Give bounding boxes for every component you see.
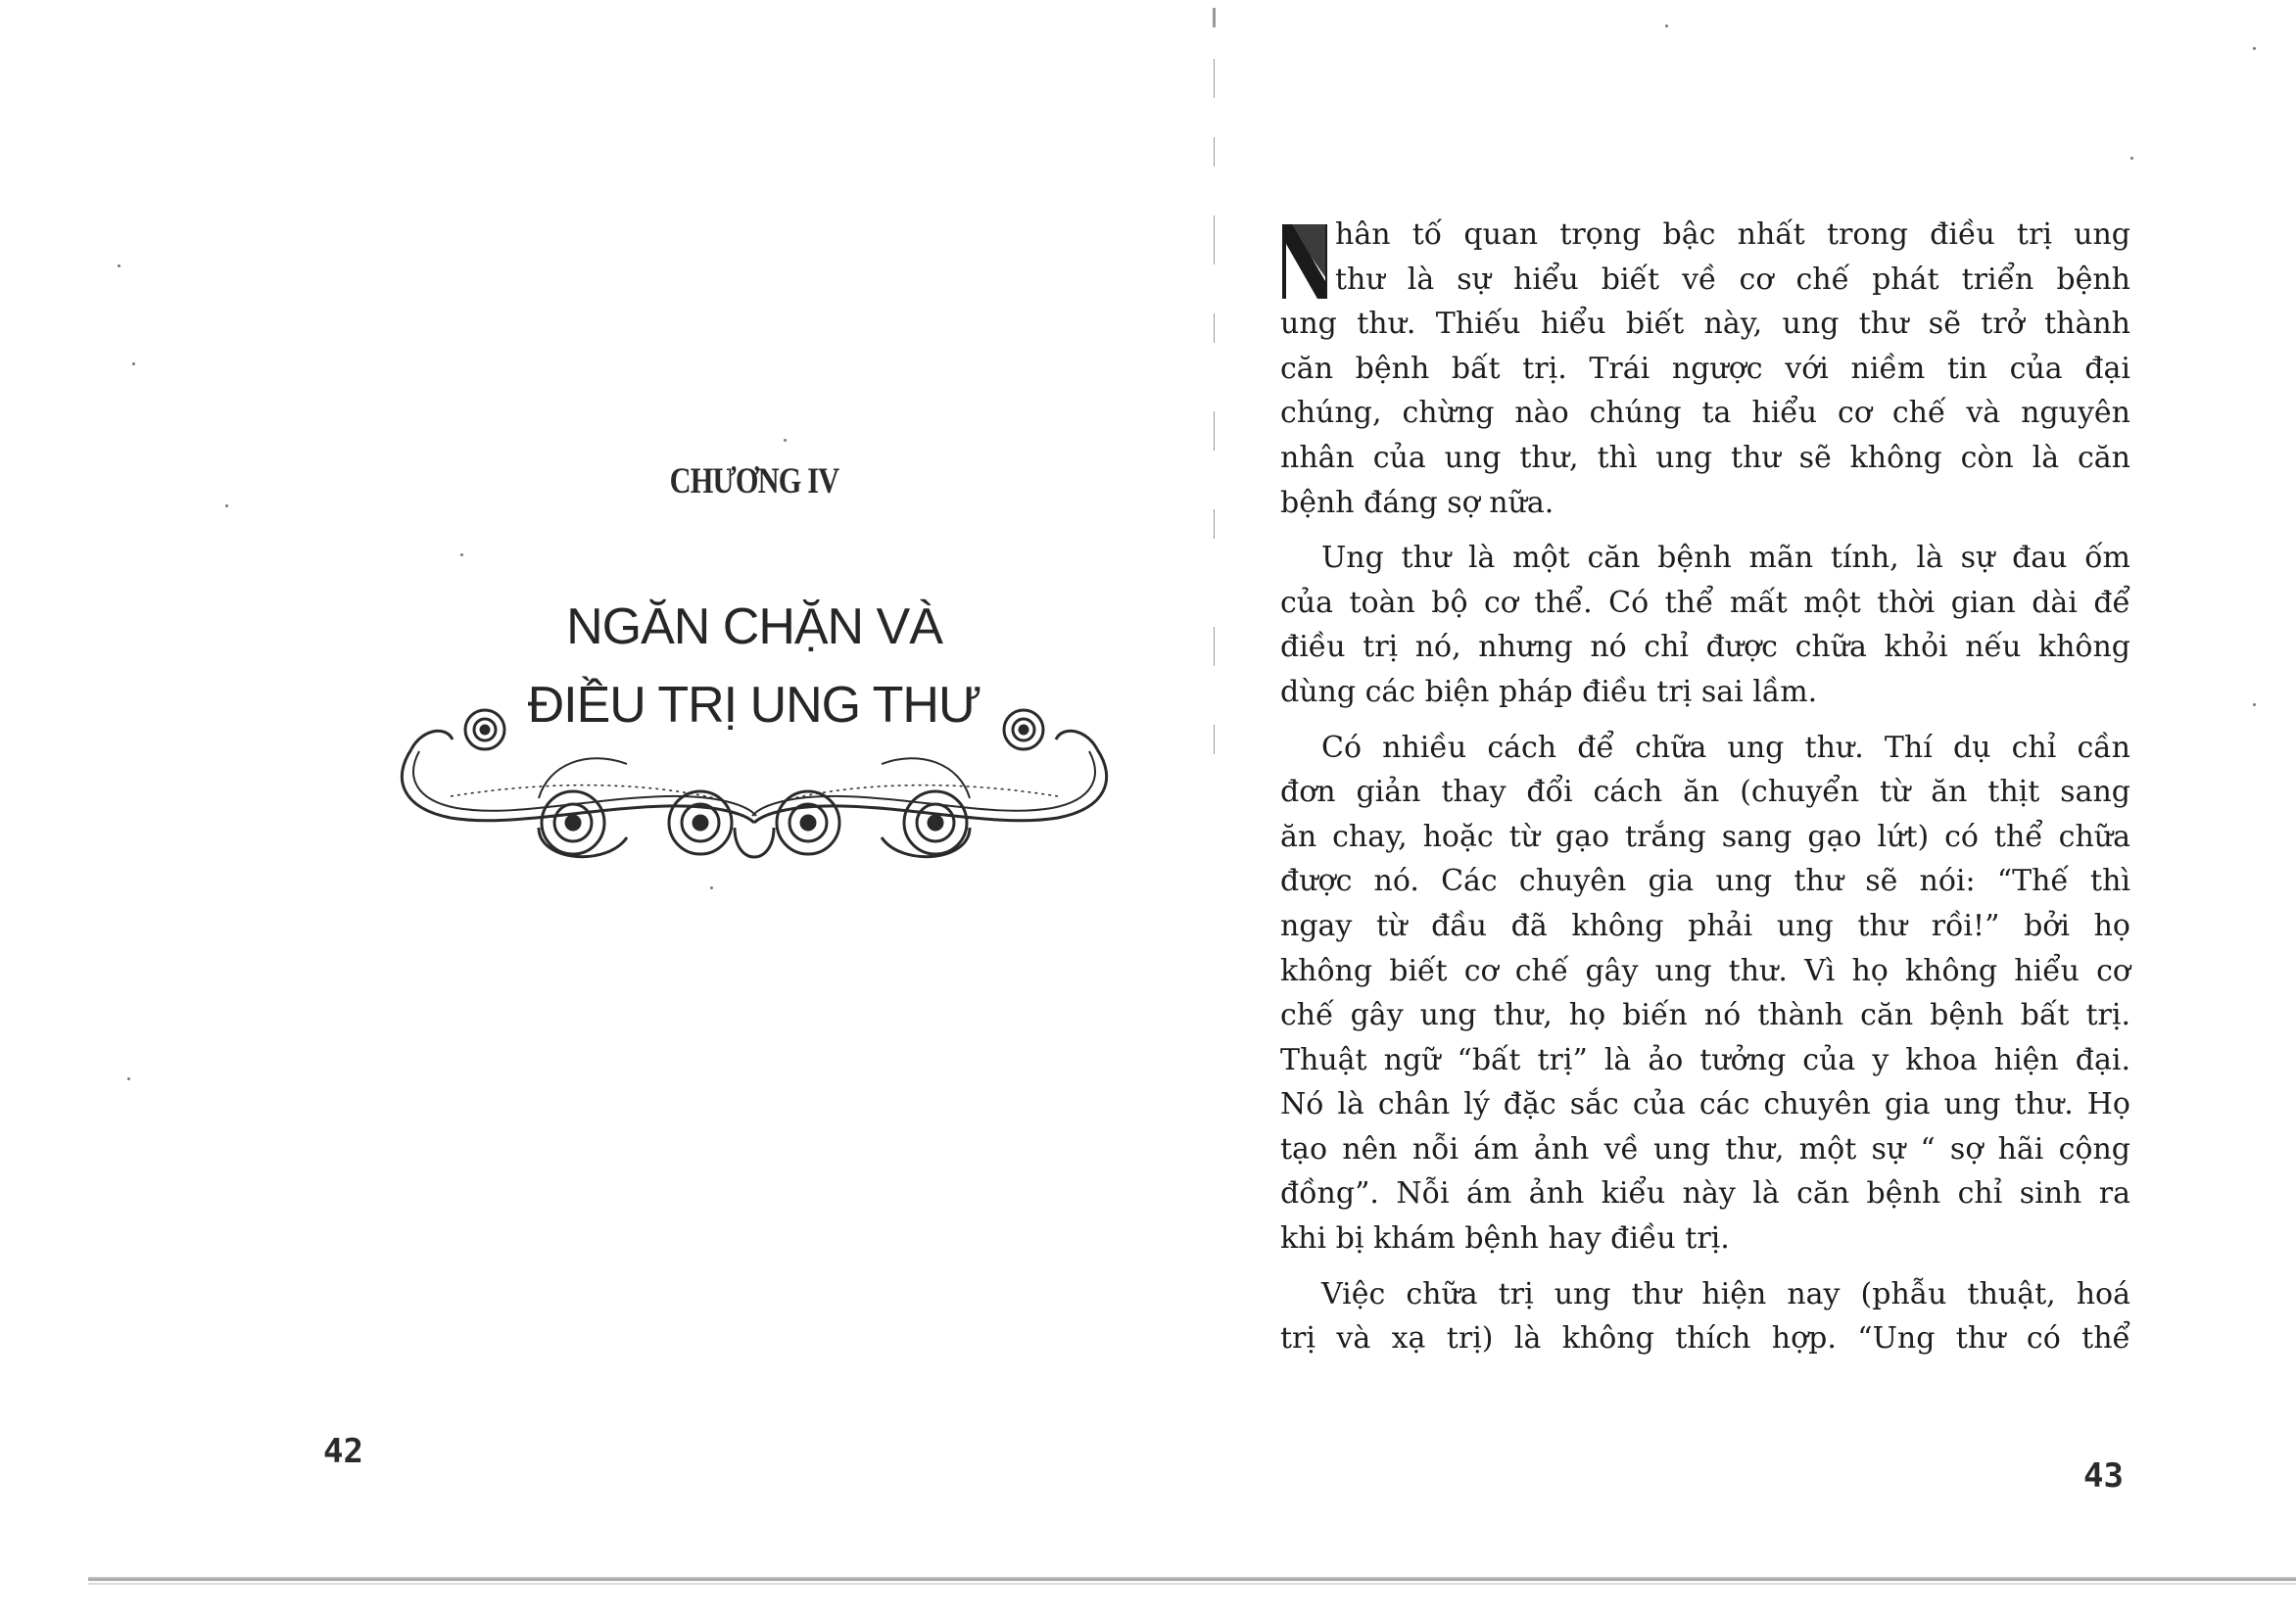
scan-speck <box>710 886 713 889</box>
right-page <box>1215 0 2296 1557</box>
text-line: chế gây ung thư, họ biến nó thành căn bệnh bất trị. <box>1280 998 2130 1033</box>
chapter-title-line-2: ĐIỀU TRỊ UNG THƯ <box>527 677 981 734</box>
text-line: dùng các biện pháp điều trị sai lầm. <box>1280 674 1818 709</box>
scan-bottom-edge-shadow <box>88 1583 2296 1585</box>
text-line: hân tố quan trọng bậc nhất trong điều trị ung <box>1335 217 2130 252</box>
text-line: của toàn bộ cơ thể. Có thể mất một thời gian dài để <box>1280 585 2130 620</box>
scan-speck <box>1665 24 1668 27</box>
scan-speck <box>225 504 228 507</box>
text-line: được nó. Các chuyên gia ung thư sẽ nói: “Thế thì <box>1280 864 2130 899</box>
text-line: chúng, chừng nào chúng ta hiểu cơ chế và nguyên <box>1280 396 2130 431</box>
text-line: Thuật ngữ “bất trị” là ảo tưởng của y khoa hiện đại. <box>1280 1042 2130 1077</box>
text-line: ung thư. Thiếu hiểu biết này, ung thư sẽ trở thành <box>1280 307 2130 342</box>
text-line: Việc chữa trị ung thư hiện nay (phẫu thuật, hoá <box>1321 1276 2130 1311</box>
scan-speck <box>2253 47 2256 50</box>
text-line: điều trị nó, nhưng nó chỉ được chữa khỏi nếu không <box>1280 630 2130 665</box>
text-line: nhân của ung thư, thì ung thư sẽ không còn là căn <box>1280 440 2130 475</box>
text-line: Nó là chân lý đặc sắc của các chuyên gia ung thư. Họ <box>1280 1087 2130 1122</box>
chapter-title-line-1: NGĂN CHẶN VÀ <box>566 598 942 655</box>
text-line: đơn giản thay đổi cách ăn (chuyển từ ăn thịt sang <box>1280 775 2130 810</box>
scroll-ornament-icon <box>392 691 1117 872</box>
body-text <box>1280 213 2130 1361</box>
scan-speck <box>2253 703 2256 706</box>
text-line: khi bị khám bệnh hay điều trị. <box>1280 1221 1730 1257</box>
text-line: trị và xạ trị) là không thích hợp. “Ung thư có thể <box>1280 1321 2130 1357</box>
scan-speck <box>784 439 787 442</box>
text-line: Ung thư là một căn bệnh mãn tính, là sự đau ốm <box>1321 541 2130 576</box>
text-line: tạo nên nỗi ám ảnh về ung thư, một sự “ sợ hãi cộng <box>1280 1131 2130 1167</box>
scan-speck <box>127 1077 130 1080</box>
text-line: bệnh đáng sợ nữa. <box>1280 485 1555 520</box>
scan-speck <box>2130 157 2133 160</box>
scan-speck <box>460 553 463 556</box>
text-line: căn bệnh bất trị. Trái ngược với niềm tin của đại <box>1280 351 2130 386</box>
page-number-right: 43 <box>2083 1456 2124 1496</box>
text-line: thư là sự hiểu biết về cơ chế phát triển bệnh <box>1335 262 2130 297</box>
page-number-left: 42 <box>323 1432 363 1471</box>
text-line: không biết cơ chế gây ung thư. Vì họ không hiểu cơ <box>1280 953 2130 988</box>
text-line: ngay từ đầu đã không phải ung thư rồi!” bởi họ <box>1280 908 2130 943</box>
text-line: đồng”. Nỗi ám ảnh kiểu này là căn bệnh chỉ sinh ra <box>1280 1176 2130 1212</box>
scan-speck <box>118 264 120 267</box>
text-line: Có nhiều cách để chữa ung thư. Thí dụ chỉ cần <box>1321 730 2130 765</box>
chapter-label: CHƯƠNG IV <box>669 461 839 501</box>
scan-speck <box>132 362 135 365</box>
text-line: ăn chay, hoặc từ gạo trắng sang gạo lứt) có thể chữa <box>1280 819 2130 854</box>
scan-bottom-edge <box>88 1577 2296 1581</box>
